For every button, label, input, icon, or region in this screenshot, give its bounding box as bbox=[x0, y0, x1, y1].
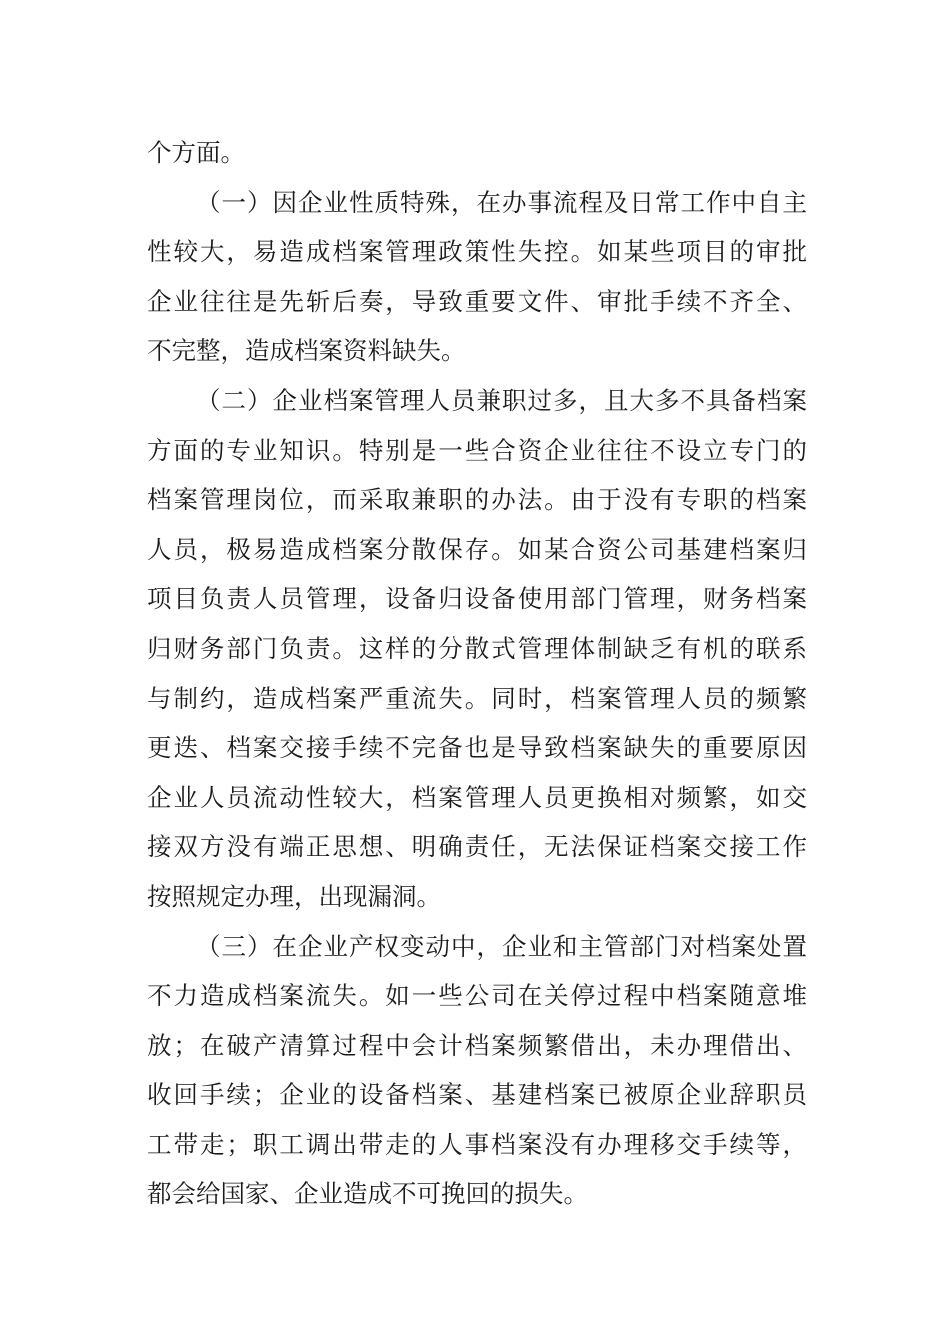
text-line: 不完整，造成档案资料缺失。 bbox=[147, 336, 466, 366]
text-line: 档案管理岗位，而采取兼职的办法。由于没有专职的档案 bbox=[147, 485, 807, 515]
text-line: 人员，极易造成档案分散保存。如某合资公司基建档案归 bbox=[147, 534, 807, 564]
text-line: 性较大，易造成档案管理政策性失控。如某些项目的审批 bbox=[147, 237, 807, 267]
text-line: 项目负责人员管理，设备归设备使用部门管理，财务档案 bbox=[147, 584, 807, 614]
document-body bbox=[147, 128, 807, 1219]
text-line: 个方面。 bbox=[147, 138, 245, 167]
text-line: 与制约，造成档案严重流失。同时，档案管理人员的频繁 bbox=[147, 683, 807, 713]
text-line: 企业往往是先斩后奏，导致重要文件、审批手续不齐全、 bbox=[147, 286, 807, 316]
text-line-paragraph-start: （一）因企业性质特殊，在办事流程及日常工作中自主 bbox=[196, 187, 807, 217]
text-line: 企业人员流动性较大，档案管理人员更换相对频繁，如交 bbox=[147, 782, 807, 812]
text-line: 放；在破产清算过程中会计档案频繁借出，未办理借出、 bbox=[147, 1030, 807, 1060]
text-line: 归财务部门负责。这样的分散式管理体制缺乏有机的联系 bbox=[147, 633, 807, 663]
text-line: 不力造成档案流失。如一些公司在关停过程中档案随意堆 bbox=[147, 981, 807, 1011]
text-line: 收回手续；企业的设备档案、基建档案已被原企业辞职员 bbox=[147, 1080, 807, 1110]
text-line: 按照规定办理，出现漏洞。 bbox=[147, 881, 441, 911]
text-line: 方面的专业知识。特别是一些合资企业往往不设立专门的 bbox=[147, 435, 807, 465]
text-line: 接双方没有端正思想、明确责任，无法保证档案交接工作 bbox=[147, 832, 807, 862]
text-line-paragraph-start: （三）在企业产权变动中，企业和主管部门对档案处置 bbox=[196, 931, 807, 961]
text-line-paragraph-start: （二）企业档案管理人员兼职过多，且大多不具备档案 bbox=[196, 385, 807, 415]
text-line: 更迭、档案交接手续不完备也是导致档案缺失的重要原因 bbox=[147, 733, 807, 763]
text-line: 都会给国家、企业造成不可挽回的损失。 bbox=[147, 1179, 588, 1209]
text-line: 工带走；职工调出带走的人事档案没有办理移交手续等， bbox=[147, 1129, 807, 1159]
